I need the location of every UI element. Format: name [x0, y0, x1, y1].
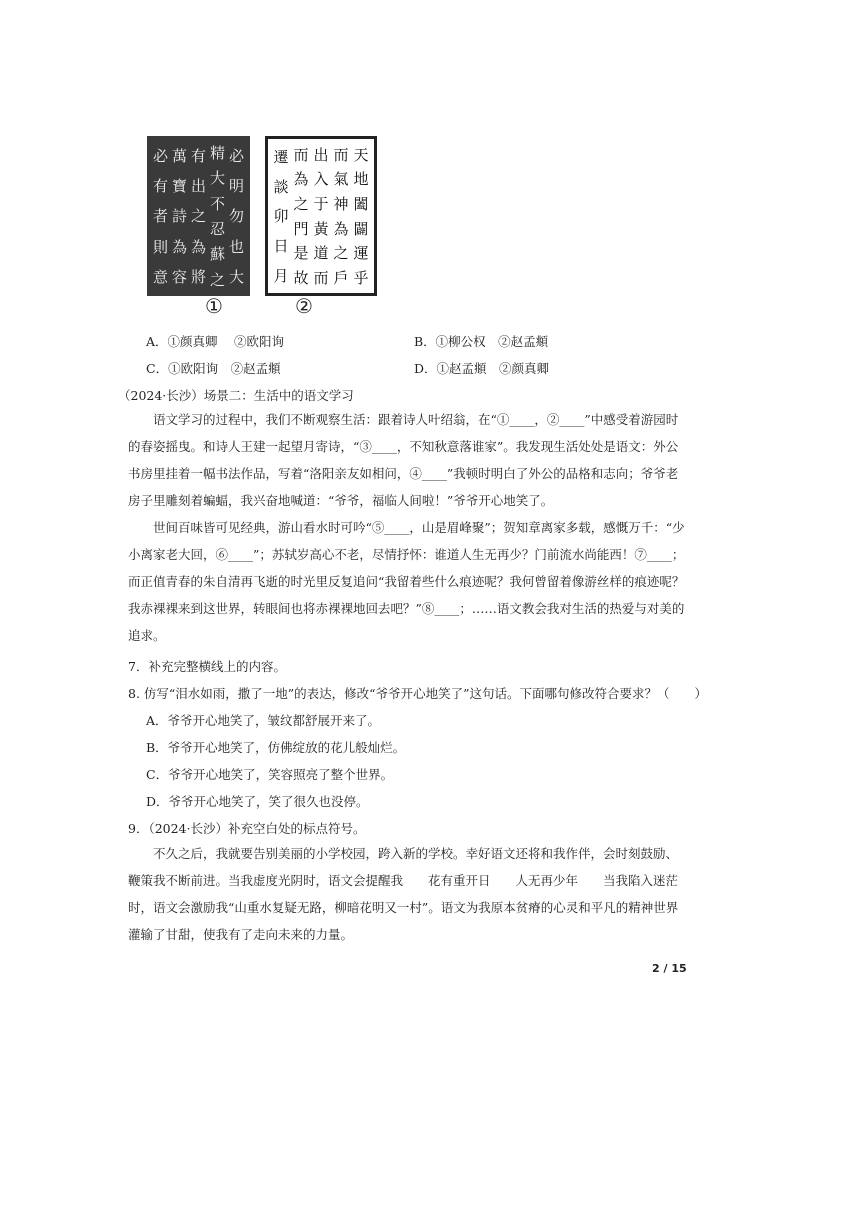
calligraphy-2-glyph: 地	[353, 170, 369, 189]
calligraphy-2-glyph: 而	[333, 145, 349, 164]
calligraphy-2-glyph: 闢	[353, 219, 369, 238]
calligraphy-2-column	[313, 142, 328, 290]
question-7: 7．补充完整横线上的内容。	[128, 659, 286, 674]
calligraphy-1-glyph: 有	[190, 146, 206, 165]
option-c: C．①欧阳询 ②赵孟頫	[146, 361, 281, 376]
scene-title: （2024·长沙）场景二：生活中的语文学习	[118, 388, 354, 403]
calligraphy-2-column	[293, 142, 308, 290]
paragraph-2: 世间百味皆可见经典，游山看水时可吟“⑤____，山是眉峰聚”；贺知章离家多载，感慨万千：“少小离家老大回，⑥____”；苏轼岁高心不老，尽情抒怀：谁道人生无再少？门前流水尚能西！⑦____；而正值青春的朱自清再飞逝的时光里反复追问“我留着些什么痕迹呢？我何曾留着像游丝样的痕迹呢？我赤裸裸来到这世界，转眼间也将赤裸裸地回去吧？”⑧____；……语文教会我对生活的热爱与对美的追求。	[128, 520, 685, 643]
calligraphy-1-glyph: 詩	[171, 207, 187, 226]
calligraphy-1-glyph: 蘇	[209, 245, 225, 264]
option-b: B．①柳公权 ②赵孟頫	[414, 334, 549, 349]
calligraphy-1-glyph: 必	[228, 146, 244, 165]
calligraphy-1-glyph: 有	[152, 177, 168, 196]
calligraphy-2-glyph: 為	[333, 219, 349, 238]
calligraphy-1-glyph: 精	[209, 144, 225, 163]
calligraphy-1-glyph: 也	[228, 237, 244, 256]
calligraphy-1-glyph: 之	[209, 270, 225, 289]
image-label-2: ②	[295, 294, 313, 318]
image-label-1: ①	[205, 294, 223, 318]
calligraphy-2-glyph: 道	[313, 244, 329, 263]
calligraphy-2-glyph: 出	[313, 145, 329, 164]
calligraphy-2-column	[273, 142, 288, 290]
paragraph-1: 语文学习的过程中，我们不断观察生活：跟着诗人叶绍翁，在“①____，②____”中感受着游园时的春姿摇曳。和诗人王建一起望月寄诗，“③____，不知秋意落谁家”。我发现生活处处是语文：外公书房里挂着一幅书法作品，写着“洛阳亲友如相问，④____”我顿时明白了外公的品格和志向；爷爷老房子里雕刻着蝙蝠，我兴奋地喊道：“爷爷，福临人间啦！”爷爷开心地笑了。	[128, 412, 679, 508]
calligraphy-2-glyph: 天	[353, 145, 369, 164]
calligraphy-2-glyph: 為	[293, 170, 309, 189]
calligraphy-1-glyph: 為	[171, 237, 187, 256]
calligraphy-2-glyph: 談	[273, 177, 289, 196]
calligraphy-2-glyph: 而	[313, 269, 329, 288]
calligraphy-1-glyph: 必	[152, 146, 168, 165]
calligraphy-2-glyph: 運	[353, 244, 369, 263]
calligraphy-1-glyph: 萬	[171, 146, 187, 165]
calligraphy-1-glyph: 容	[171, 268, 187, 287]
calligraphy-2-column	[353, 142, 368, 290]
calligraphy-2-glyph: 日	[273, 237, 289, 256]
calligraphy-1-glyph: 之	[190, 207, 206, 226]
question-8: 8. 仿写“泪水如雨，撒了一地”的表达，修改“爷爷开心地笑了”这句话。下面哪句修改符合要求？（ ）	[128, 686, 707, 701]
calligraphy-1-glyph: 大	[228, 268, 244, 287]
calligraphy-1-column	[153, 140, 168, 292]
calligraphy-1-glyph: 為	[190, 237, 206, 256]
question-8-option-d: D．爷爷开心地笑了，笑了很久也没停。	[146, 794, 369, 809]
calligraphy-2-column	[333, 142, 348, 290]
calligraphy-1-glyph: 忍	[209, 220, 225, 239]
question-9: 9．（2024·长沙）补充空白处的标点符号。	[128, 821, 366, 836]
calligraphy-2-glyph: 是	[293, 244, 309, 263]
calligraphy-1-glyph: 不	[209, 194, 225, 213]
calligraphy-1-glyph: 大	[209, 169, 225, 188]
calligraphy-2-glyph: 氣	[333, 170, 349, 189]
question-8-option-b: B．爷爷开心地笑了，仿佛绽放的花儿般灿烂。	[146, 740, 406, 755]
calligraphy-1-glyph: 者	[152, 207, 168, 226]
calligraphy-2-glyph: 黃	[313, 219, 329, 238]
option-a: A．①颜真卿 ②欧阳询	[146, 334, 285, 349]
calligraphy-1-glyph: 意	[152, 268, 168, 287]
calligraphy-2-glyph: 于	[313, 195, 329, 214]
option-d: D．①赵孟頫 ②颜真卿	[414, 361, 550, 376]
question-8-option-a: A．爷爷开心地笑了，皱纹都舒展开来了。	[146, 713, 381, 728]
calligraphy-1-column	[229, 140, 244, 292]
calligraphy-1-glyph: 明	[228, 177, 244, 196]
calligraphy-2-glyph: 而	[293, 145, 309, 164]
calligraphy-2-glyph: 月	[273, 266, 289, 285]
calligraphy-1-glyph: 出	[190, 177, 206, 196]
calligraphy-1-column	[210, 140, 225, 292]
calligraphy-2-glyph: 故	[293, 269, 309, 288]
calligraphy-2-glyph: 入	[313, 170, 329, 189]
calligraphy-2-glyph: 神	[333, 195, 349, 214]
calligraphy-2-glyph: 乎	[353, 269, 369, 288]
calligraphy-image-2	[265, 136, 377, 296]
calligraphy-2-glyph: 之	[293, 195, 309, 214]
calligraphy-2-glyph: 之	[333, 244, 349, 263]
calligraphy-2-glyph: 卯	[273, 207, 289, 226]
calligraphy-image-1	[147, 136, 250, 296]
calligraphy-1-glyph: 將	[190, 268, 206, 287]
calligraphy-1-glyph: 勿	[228, 207, 244, 226]
calligraphy-1-column	[191, 140, 206, 292]
calligraphy-2-glyph: 闔	[353, 195, 369, 214]
calligraphy-1-glyph: 寶	[171, 177, 187, 196]
calligraphy-1-column	[172, 140, 187, 292]
calligraphy-2-glyph: 遷	[273, 148, 289, 167]
calligraphy-2-glyph: 門	[293, 219, 309, 238]
calligraphy-2-glyph: 戶	[333, 269, 349, 288]
page-number: 2 / 15	[652, 962, 687, 975]
calligraphy-1-glyph: 則	[152, 237, 168, 256]
question-8-option-c: C．爷爷开心地笑了，笑容照亮了整个世界。	[146, 767, 394, 782]
paragraph-3: 不久之后，我就要告别美丽的小学校园，跨入新的学校。幸好语文还将和我作伴，会时刻鼓励、鞭策我不断前进。当我虚度光阴时，语文会提醒我 花有重开日 人无再少年 当我陷入迷茫时，语文会激励我“山重水复疑无路，柳暗花明又一村”。语文为我原本贫瘠的心灵和平凡的精神世界灌输了甘甜，使我有了走向未来的力量。	[128, 846, 679, 942]
